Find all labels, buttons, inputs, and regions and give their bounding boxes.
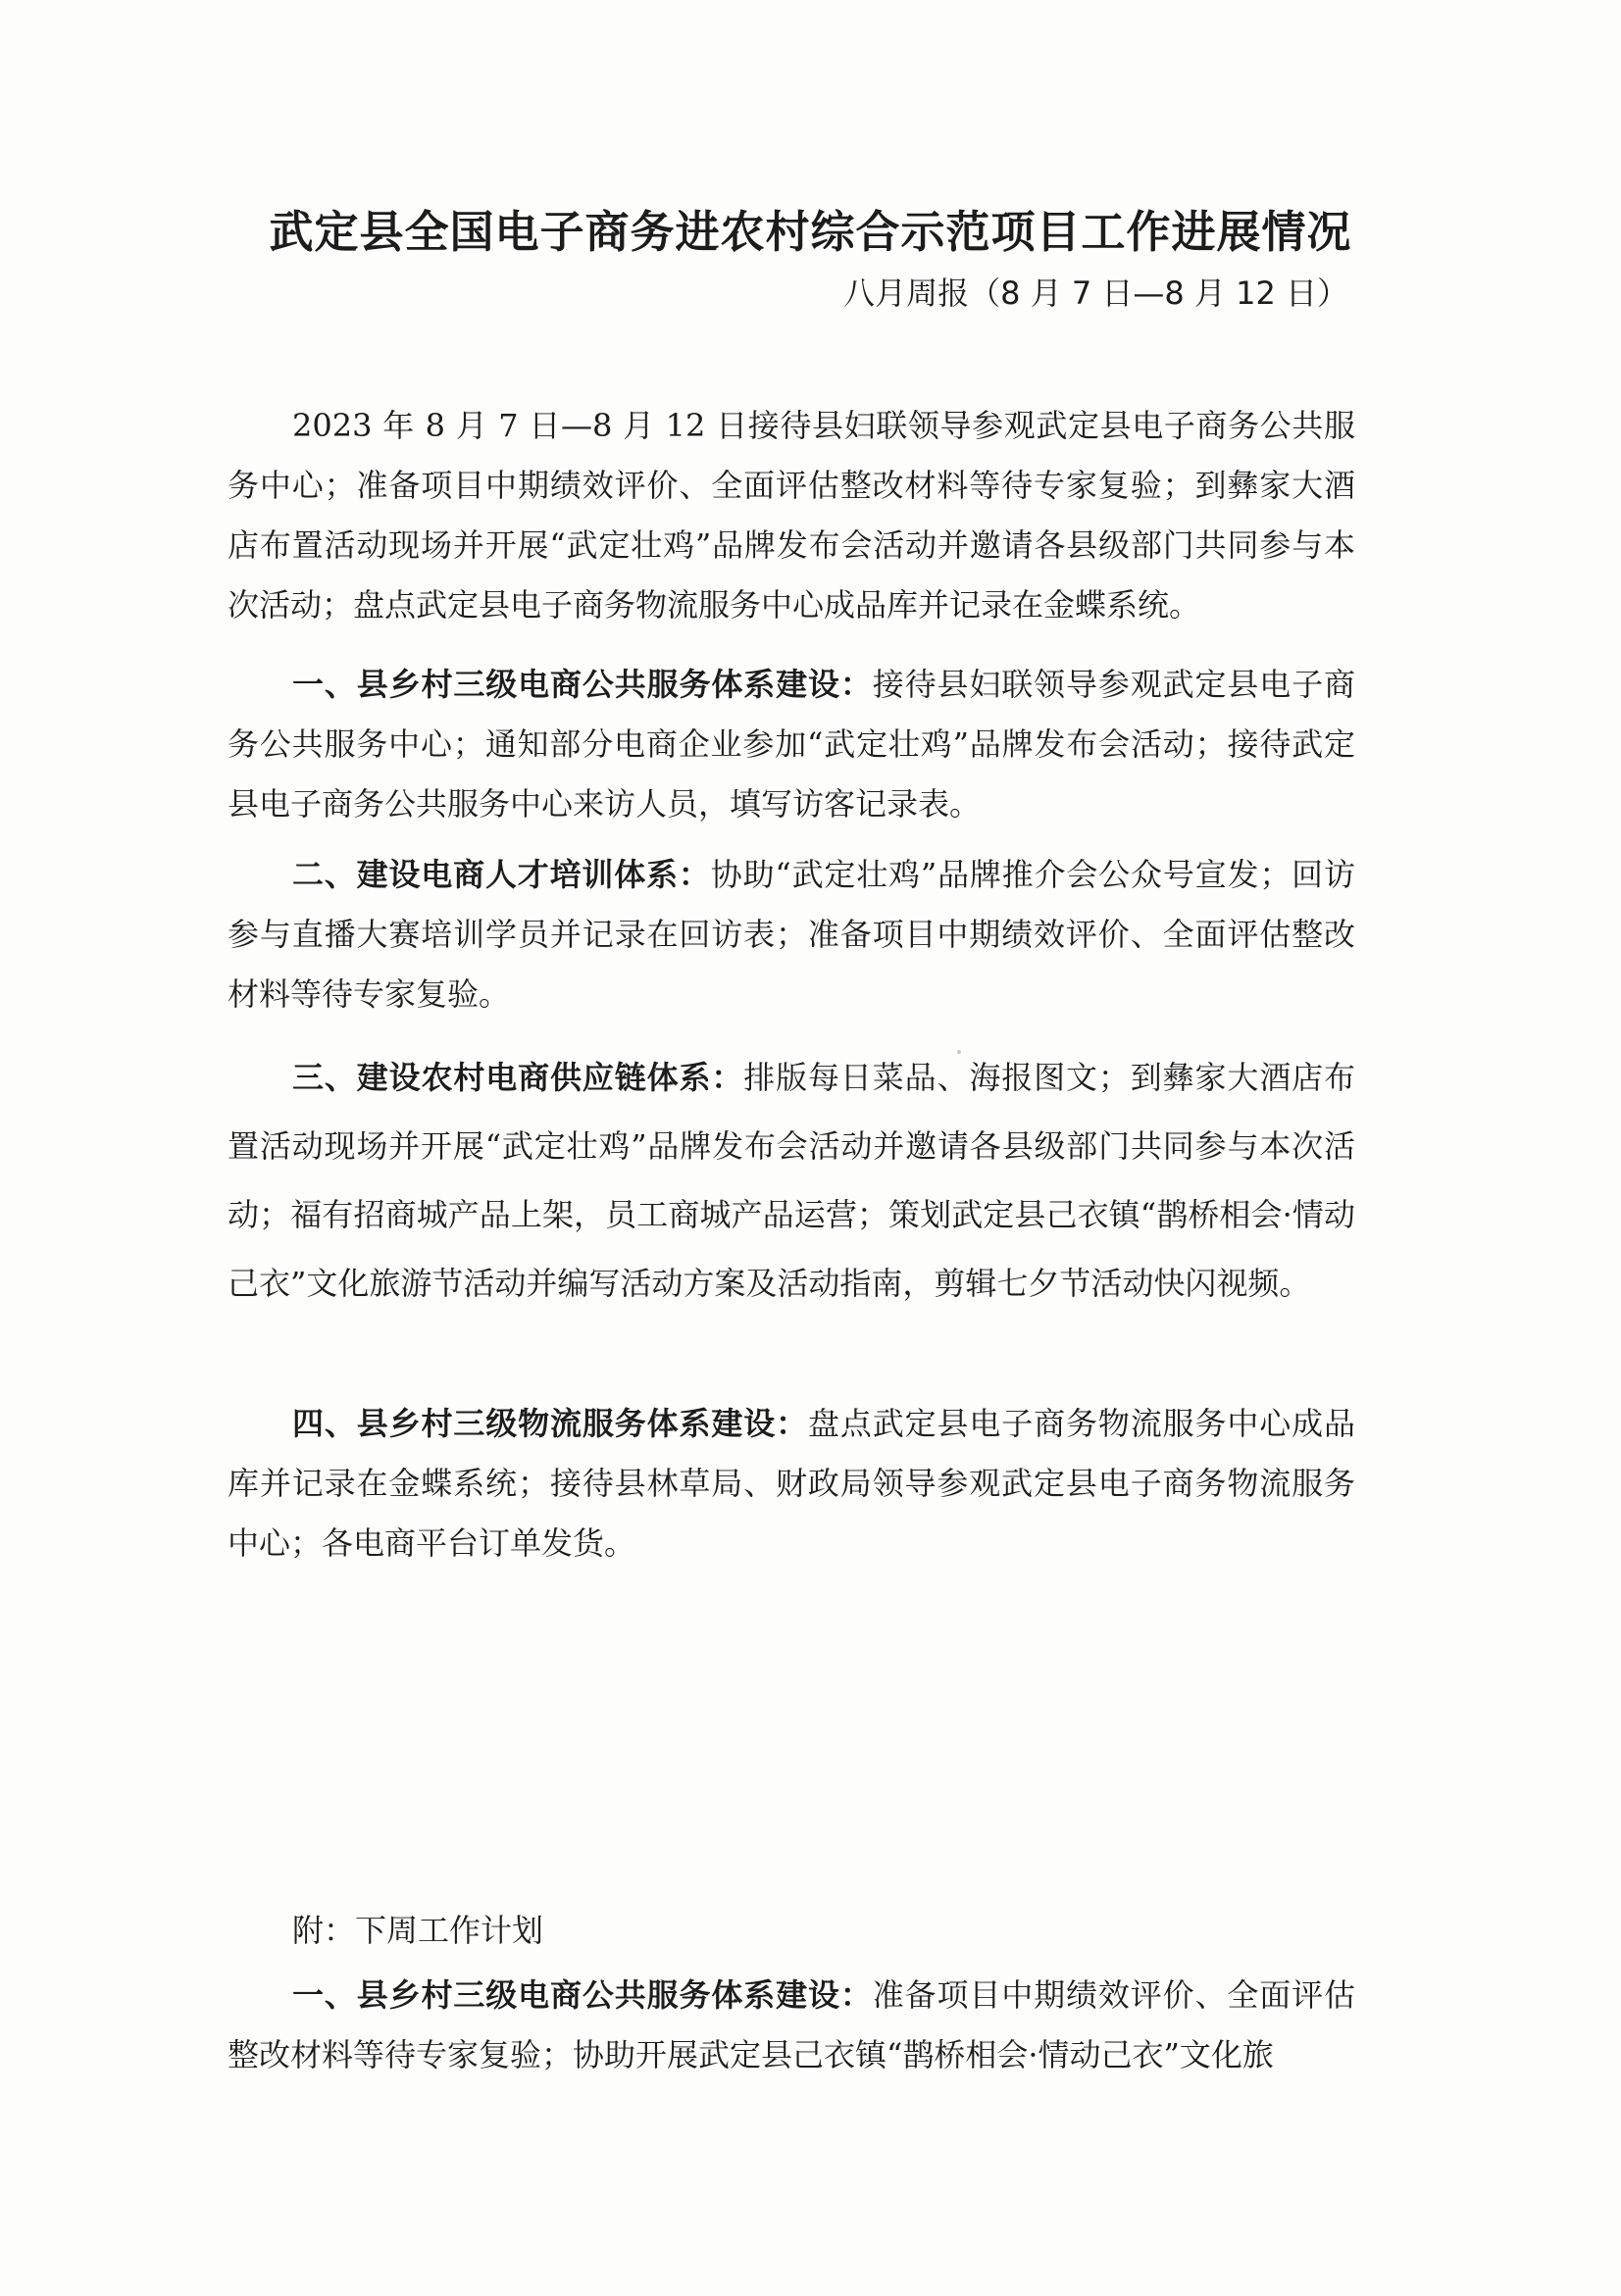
document-subtitle: 八月周报（8 月 7 日—8 月 12 日） — [843, 275, 1348, 312]
section-1-paragraph — [228, 655, 1355, 834]
section-3-body: 排版每日菜品、海报图文；到彝家大酒店布置活动现场并开展“武定壮鸡”品牌发布会活动并邀请各县级部门共同参与本次活动；福有招商城产品上架，员工商城产品运营；策划武定县己衣镇“鹊桥相会·情动己衣”文化旅游节活动并编写活动方案及活动指南，剪辑七夕节活动快闪视频。 — [228, 1059, 1355, 1302]
appendix-section-1-heading: 一、县乡村三级电商公共服务体系建设： — [292, 1976, 873, 2014]
section-2-paragraph — [228, 845, 1355, 1024]
section-2-body: 协助“武定壮鸡”品牌推介会公众号宣发；回访参与直播大赛培训学员并记录在回访表；准备项目中期绩效评价、全面评估整改材料等待专家复验。 — [228, 856, 1355, 1013]
section-4-body: 盘点武定县电子商务物流服务中心成品库并记录在金蝶系统；接待县林草局、财政局领导参观武定县电子商务物流服务中心；各电商平台订单发货。 — [228, 1405, 1355, 1562]
intro-paragraph: 2023 年 8 月 7 日—8 月 12 日接待县妇联领导参观武定县电子商务公共服务中心；准备项目中期绩效评价、全面评估整改材料等待专家复验；到彝家大酒店布置活动现场并开展“武定壮鸡”品牌发布会活动并邀请各县级部门共同参与本次活动；盘点武定县电子商务物流服务中心成品库并记录在金蝶系统。 — [228, 407, 1355, 624]
appendix-section-1-paragraph — [228, 1966, 1355, 2085]
section-1-heading: 一、县乡村三级电商公共服务体系建设： — [292, 666, 873, 703]
section-1-body: 接待县妇联领导参观武定县电子商务公共服务中心；通知部分电商企业参加“武定壮鸡”品牌发布会活动；接待武定县电子商务公共服务中心来访人员，填写访客记录表。 — [228, 666, 1355, 823]
section-2-heading: 二、建设电商人才培训体系： — [292, 856, 711, 893]
appendix-section-1-body: 准备项目中期绩效评价、全面评估整改材料等待专家复验；协助开展武定县己衣镇“鹊桥相会·情动己衣”文化旅 — [228, 1976, 1355, 2073]
section-4-heading: 四、县乡村三级物流服务体系建设： — [292, 1405, 808, 1442]
section-4-paragraph — [228, 1394, 1355, 1573]
appendix-title: 附：下周工作计划 — [292, 1912, 544, 1949]
section-3-paragraph — [228, 1043, 1355, 1318]
document-title: 武定县全国电子商务进农村综合示范项目工作进展情况 — [269, 206, 1352, 258]
section-3-heading: 三、建设农村电商供应链体系： — [292, 1059, 744, 1096]
